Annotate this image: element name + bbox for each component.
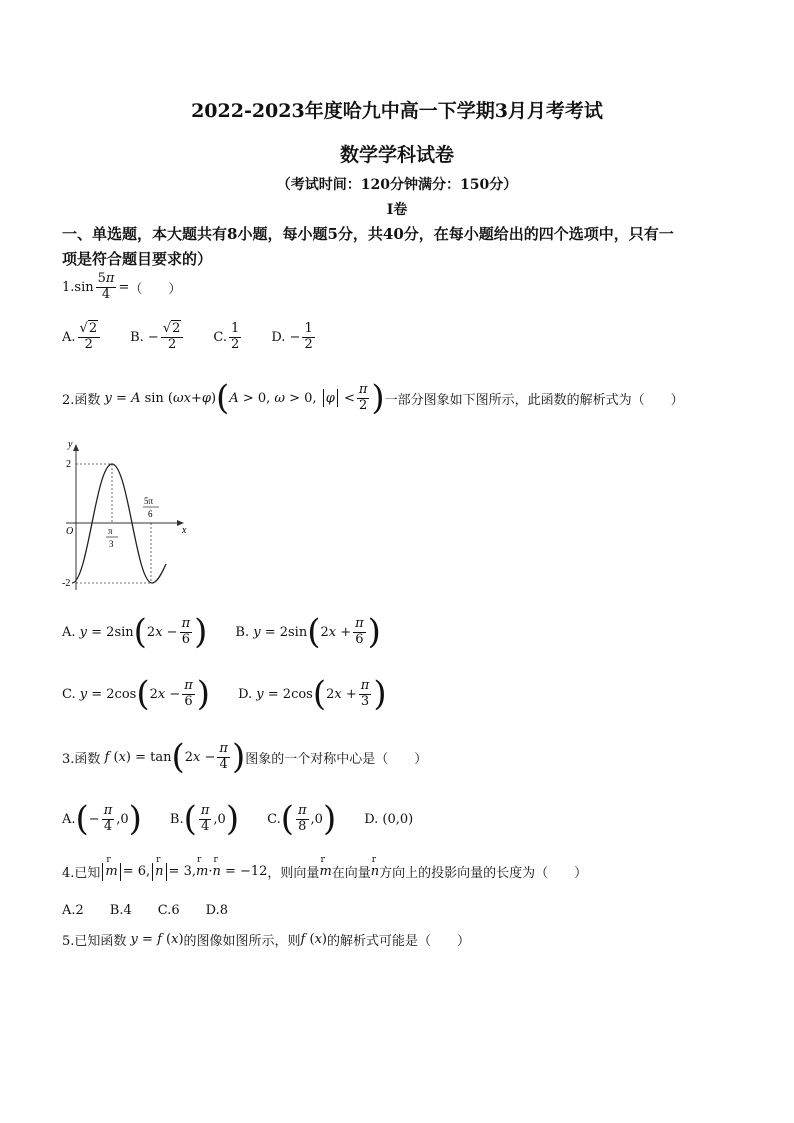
y-min-label: -2 bbox=[62, 578, 71, 589]
page-subtitle: 数学学科试卷 bbox=[339, 144, 454, 166]
question-5: 5.已知函数 y = f ( x ) 的图像如图所示，则 f ( x ) 的解析式可能是（ ） bbox=[62, 932, 470, 949]
q5-text-1: 的图像如图所示，则 bbox=[183, 934, 301, 949]
q2-graph bbox=[62, 438, 192, 598]
q2-option-b-label: B. bbox=[235, 624, 250, 640]
q4-options: A.2 B.4 C.6 D.8 bbox=[62, 903, 228, 918]
q2-text: 一部分图象如下图所示，此函数的解析式为（ ） bbox=[384, 392, 684, 408]
q5-number: 5.已知函数 bbox=[62, 934, 127, 949]
q1-blank: （ ） bbox=[129, 281, 182, 297]
q2-option-c-label: C. bbox=[62, 686, 76, 702]
volume-label: I卷 bbox=[386, 202, 408, 218]
question-4: 4.已知 r m = 6, r n = 3, r m · r n = −12 ，则向量 r m 在向量 r n 方向上的投影向量的长度为（ ） bbox=[62, 862, 587, 881]
q3-option-a-label: A. bbox=[62, 811, 76, 827]
tick2-numerator: 5π bbox=[144, 496, 154, 506]
q4-text-2: 在向量 bbox=[331, 866, 371, 881]
q5-text-2: 的解析式可能是（ ） bbox=[326, 934, 470, 949]
q1-number: 1. bbox=[62, 279, 75, 295]
x-axis-label: x bbox=[182, 525, 187, 536]
q3-text: 图象的一个对称中心是（ ） bbox=[245, 751, 428, 767]
q1-option-a-label: A. bbox=[62, 329, 76, 345]
y-max-label: 2 bbox=[66, 459, 71, 470]
q4-number: 4.已知 bbox=[62, 866, 101, 881]
tick1-numerator: π bbox=[108, 526, 113, 536]
q3-option-d-label: D. bbox=[364, 811, 379, 827]
q4-text-3: 方向上的投影向量的长度为（ ） bbox=[379, 866, 588, 881]
page-title: 2022-2023年度哈九中高一下学期3月月考考试 bbox=[191, 100, 603, 122]
y-axis-label: y bbox=[68, 439, 73, 450]
q2-number: 2.函数 bbox=[62, 392, 101, 408]
q3-option-c-label: C. bbox=[267, 811, 281, 827]
question-1: 1. sin $\frac{5\pi}{4}$ = （ ） bbox=[62, 271, 182, 302]
q1-option-d-label: D. bbox=[271, 329, 286, 345]
exam-info: （考试时间：120分钟满分：150分） bbox=[276, 177, 518, 193]
q3-option-b-label: B. bbox=[169, 811, 184, 827]
q1-option-b-label: B. bbox=[130, 329, 144, 345]
q2-option-a-label: A. bbox=[62, 624, 76, 640]
question-2: 2.函数 y = A sin ( ωx + φ ) ( A > 0, ω > 0, φ < $\frac{\pi}{2}$ ) 一部分图象如下图所示，此函数的解析式为（ ） bbox=[62, 378, 684, 418]
q3-options: A. ( − $\frac{\pi}{4}$ ,0 ) B. ( $\frac{\pi}{4}$ ,0 ) C. ( $\frac{\pi}{8}$ ,0 ) D. (0,0) bbox=[62, 799, 414, 839]
q2-options-row1: A. y = 2sin ( 2 x − $\frac{\pi}{6}$ ) B. y = 2sin ( 2 x + $\frac{\pi}{6}$ ) bbox=[62, 612, 381, 652]
q4-text-1: ，则向量 bbox=[267, 866, 320, 881]
q2-option-d-label: D. bbox=[238, 686, 253, 702]
q1-option-c-label: C. bbox=[213, 329, 228, 345]
origin-label: O bbox=[66, 526, 74, 537]
q3-number: 3.函数 bbox=[62, 751, 101, 767]
y-axis-arrow bbox=[73, 444, 79, 451]
section-instructions-line1: 一、单选题，本大题共有8小题，每小题5分，共40分，在每小题给出的四个选项中，只有一 bbox=[62, 225, 674, 243]
tick1-denominator: 3 bbox=[109, 539, 114, 549]
section-instructions-line2: 项是符合题目要求的） bbox=[62, 250, 213, 268]
question-3: 3.函数 f ( x ) = tan ( 2 x − $\frac{\pi}{4}$ ) 图象的一个对称中心是（ ） bbox=[62, 737, 428, 777]
q1-options: A. $\frac{√2}{2}$ B. − $\frac{√2}{2}$ C. $\frac{1}{2}$ D. − $\frac{1}{2}$ bbox=[62, 321, 313, 352]
q2-options-row2: C. y = 2cos ( 2 x − $\frac{\pi}{6}$ ) D. y = 2cos ( 2 x + $\frac{\pi}{3}$ ) bbox=[62, 674, 387, 714]
tick2-denominator: 6 bbox=[148, 509, 153, 519]
